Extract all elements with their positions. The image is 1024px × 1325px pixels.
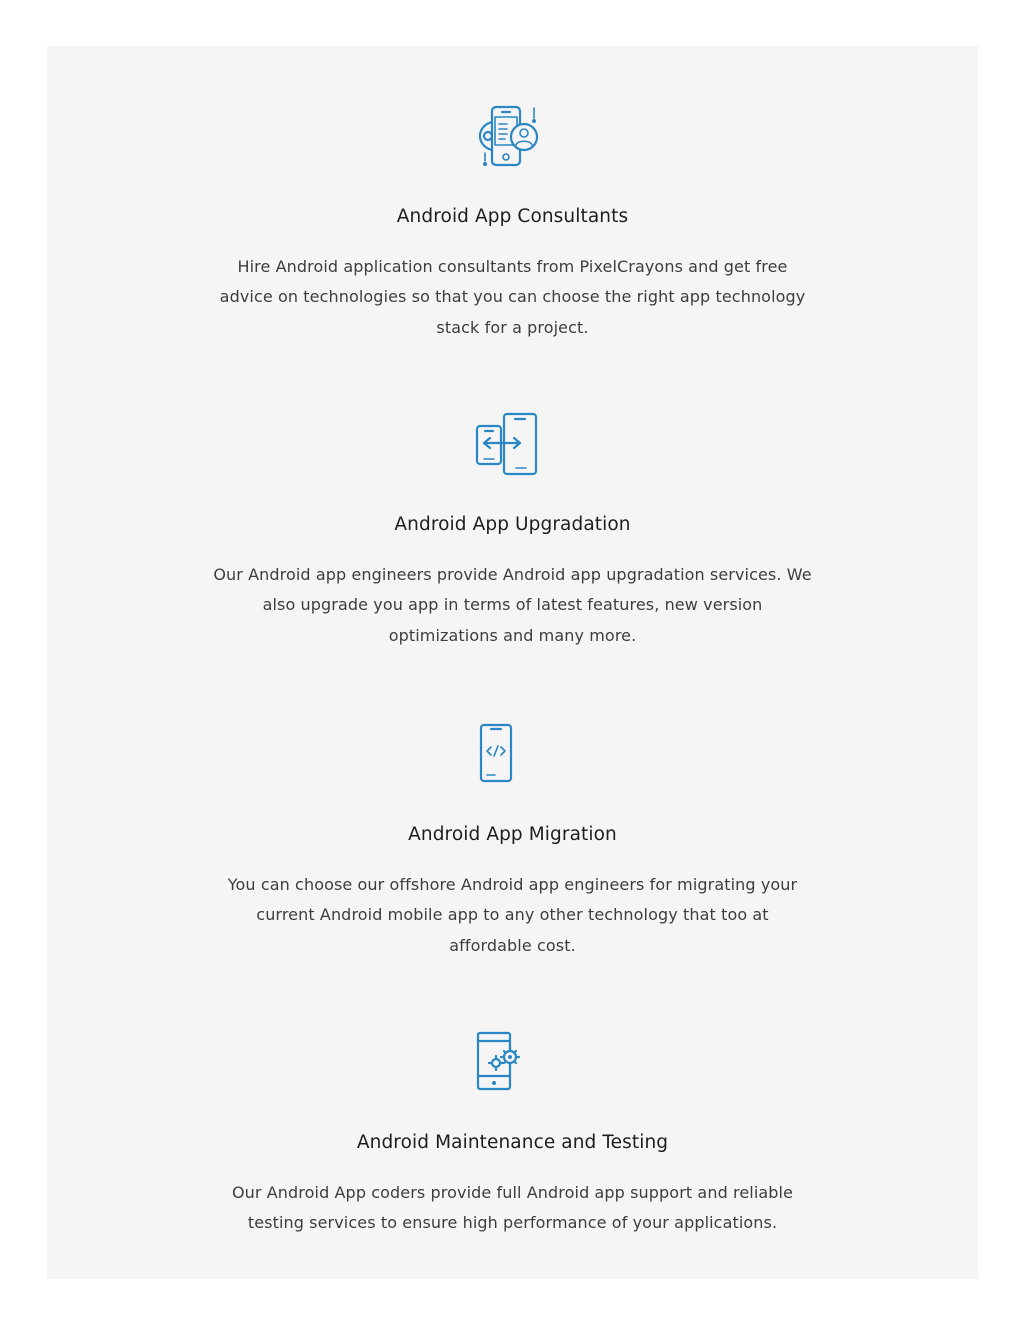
mobile-gears-icon: [475, 1030, 523, 1092]
service-title: Android Maintenance and Testing: [356, 1132, 669, 1153]
service-title: Android App Upgradation: [394, 514, 631, 535]
service-description: Our Android App coders provide full Android app support and reliable testing services to ensure high performance of your applications.: [231, 1183, 794, 1233]
service-card-maintenance: [47, 1030, 978, 1280]
service-description: Hire Android application consultants from PixelCrayons and get free advice on technologies so that you can choose the right app technology stack for a project.: [219, 257, 806, 337]
service-title: Android App Consultants: [396, 206, 629, 227]
services-panel: [47, 46, 978, 1279]
service-card-migration: [47, 722, 978, 1022]
mobile-upgrade-transfer-icon: [474, 412, 540, 478]
service-description: You can choose our offshore Android app engineers for migrating your current Android mobile app to any other technology that too at affordable cost.: [227, 875, 798, 955]
service-description: Our Android app engineers provide Android app upgradation services. We also upgrade you app in terms of latest features, new version optimizations and many more.: [213, 565, 812, 645]
service-title: Android App Migration: [408, 824, 617, 845]
mobile-code-icon: [478, 722, 514, 784]
service-card-upgradation: [47, 412, 978, 712]
service-card-consultants: [47, 104, 978, 404]
mobile-consultant-icon: [476, 104, 542, 170]
